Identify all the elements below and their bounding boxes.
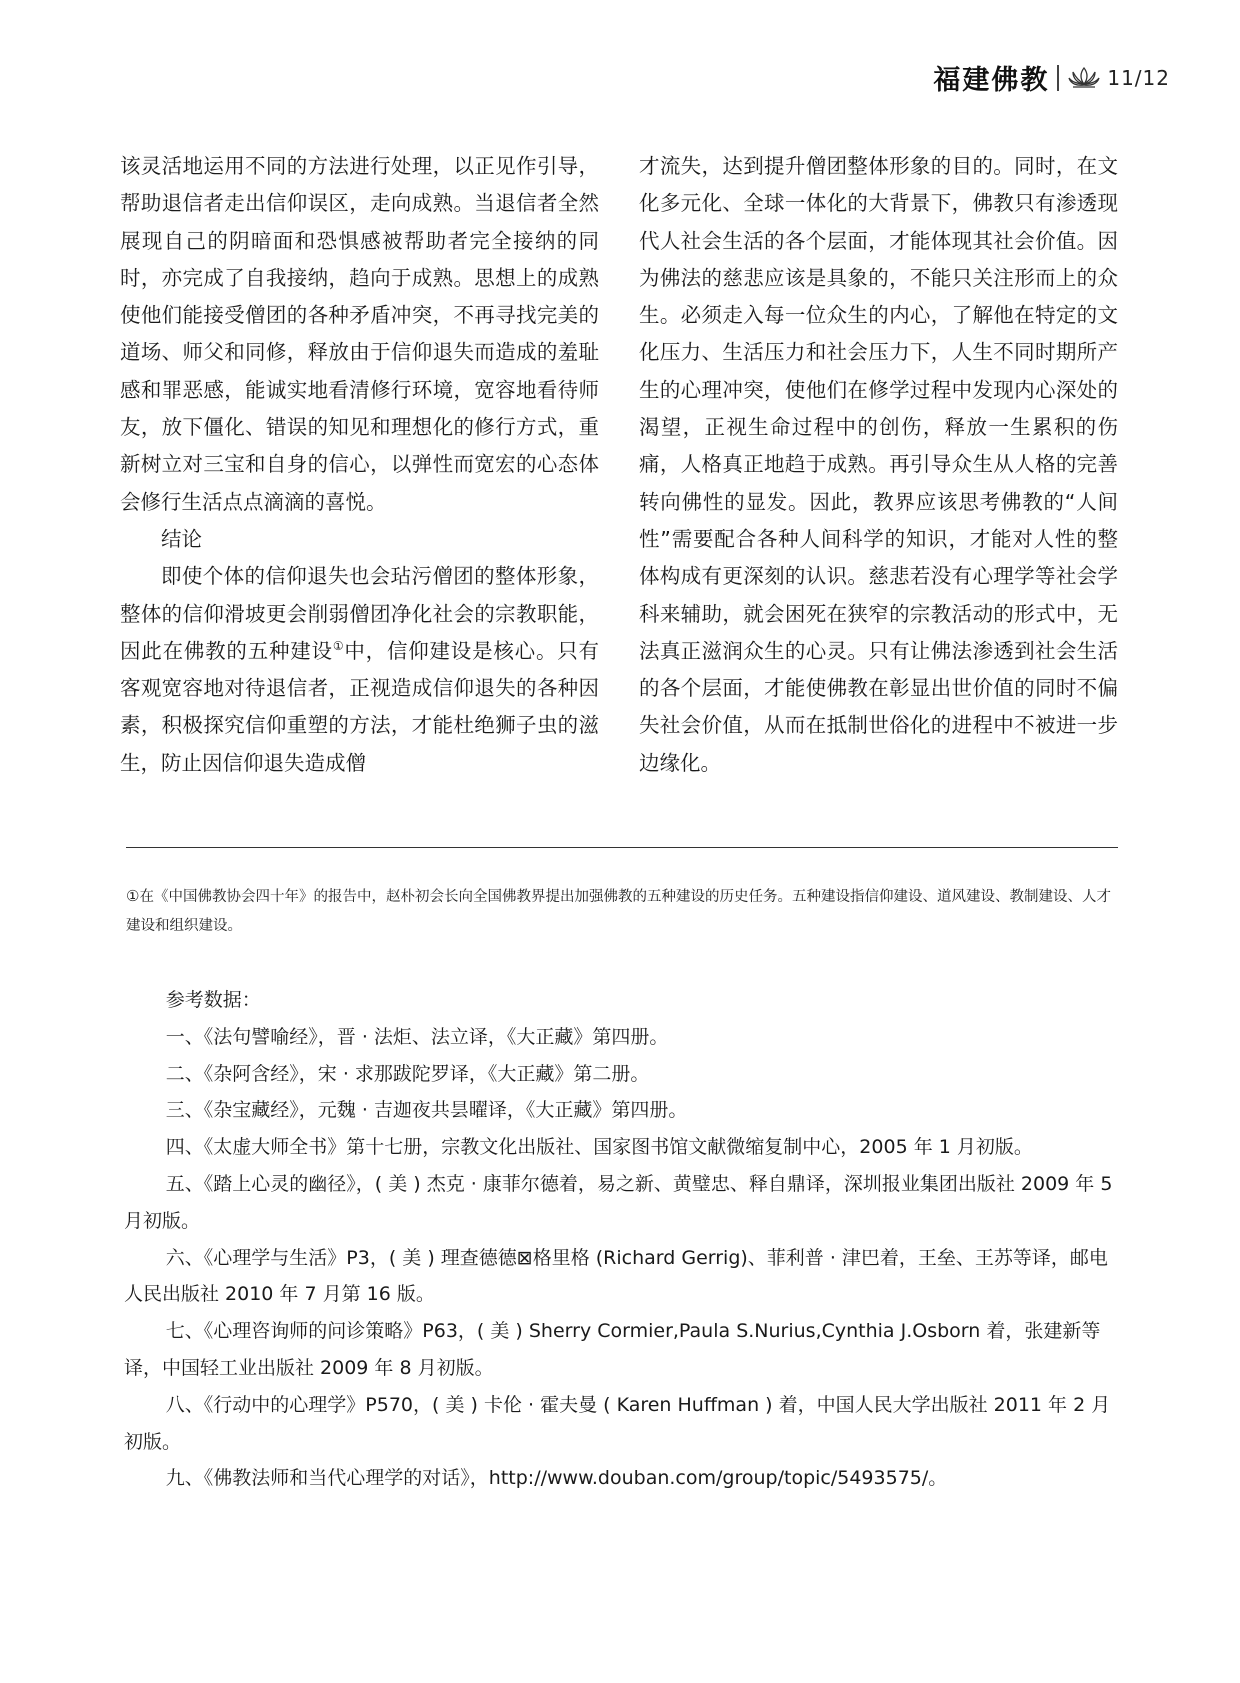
paragraph-text: 中，信仰建设是核心。只有客观宽容地对待退信者，正视造成信仰退失的各种因素，积极探究信仰重塑的方法，才能杜绝狮子虫的滋生，防止因信仰退失造成僧: [120, 638, 600, 775]
footnote-divider: [126, 847, 1118, 848]
paragraph: [120, 558, 599, 782]
reference-item: 三、《杂宝藏经》，元魏 · 吉迦夜共昙曜译，《大正藏》第四册。: [165, 1099, 688, 1122]
references-title: 参考数据：: [165, 989, 261, 1011]
lotus-icon: [1067, 65, 1101, 91]
header-divider: [1057, 65, 1059, 91]
page-number: 11/12: [1107, 65, 1170, 90]
reference-item: 四、《太虚大师全书》第十七册，宗教文化出版社、国家图书馆文献微缩复制中心，2005 年 1 月初版。: [165, 1136, 1033, 1159]
reference-item: 二、《杂阿含经》，宋 · 求那跋陀罗译，《大正藏》第二册。: [165, 1062, 650, 1085]
footnote: [126, 882, 1118, 941]
page-header: [933, 58, 1170, 97]
footnote-text: 在《中国佛教协会四十年》的报告中，赵朴初会长向全国佛教界提出加强佛教的五种建设的历史任务。五种建设指信仰建设、道风建设、教制建设、人才建设和组织建设。: [126, 889, 1111, 934]
paragraph: 才流失，达到提升僧团整体形象的目的。同时，在文化多元化、全球一体化的大背景下，佛教只有渗透现代人社会生活的各个层面，才能体现其社会价值。因为佛法的慈悲应该是具象的，不能只关注形而上的众生。必须走入每一位众生的内心，了解他在特定的文化压力、生活压力和社会压力下，人生不同时期所产生的心理冲突，使他们在修学过程中发现内心深处的渴望，正视生命过程中的创伤，释放一生累积的伤痛，人格真正地趋于成熟。再引导众生从人格的完善转向佛性的显发。因此，教界应该思考佛教的“人间性”需要配合各种人间科学的知识，才能对人性的整体构成有更深刻的认识。慈悲若没有心理学等社会学科来辅助，就会困死在狭窄的宗教活动的形式中，无法真正滋润众生的心灵。只有让佛法渗透到社会生活的各个层面，才能使佛教在彰显出世价值的同时不偏失社会价值，从而在抵制世俗化的进程中不被进一步边缘化。: [639, 154, 1118, 775]
reference-item: 八、《行动中的心理学》P570，( 美 ) 卡伦 · 霍夫曼 ( Karen Huffman ) 着，中国人民大学出版社 2011 年 2 月初版。: [124, 1393, 1111, 1453]
body-columns: [120, 148, 1118, 782]
reference-item: 一、《法句譬喻经》，晋 · 法炬、法立译，《大正藏》第四册。: [165, 1025, 669, 1048]
references: [124, 982, 1118, 1497]
paragraph-text: 即使个体的信仰退失也会玷污僧团的整体形象，整体的信仰滑坡更会削弱僧团净化社会的宗教职能，因此在佛教的五种建设: [120, 564, 599, 663]
reference-item: 五、《踏上心灵的幽径》，( 美 ) 杰克 · 康菲尔德着，易之新、黄璧忠、释自鼎译，深圳报业集团出版社 2009 年 5 月初版。: [124, 1172, 1113, 1232]
reference-item: 六、《心理学与生活》P3，( 美 ) 理查德德⊠格里格 (Richard Gerrig)、菲利普 · 津巴着，王垒、王苏等译，邮电人民出版社 2010 年 7 月第 16 版。: [124, 1246, 1108, 1306]
footnote-reference[interactable]: ①: [332, 638, 345, 653]
reference-item-link[interactable]: 九、《佛教法师和当代心理学的对话》，http://www.douban.com/group/topic/5493575/。: [165, 1467, 948, 1490]
section-heading: 结论: [161, 526, 202, 551]
paragraph: 该灵活地运用不同的方法进行处理，以正见作引导，帮助退信者走出信仰误区，走向成熟。当退信者全然展现自己的阴暗面和恐惧感被帮助者完全接纳的同时，亦完成了自我接纳，趋向于成熟。思想上的成熟使他们能接受僧团的各种矛盾冲突，不再寻找完美的道场、师父和同修，释放由于信仰退失而造成的羞耻感和罪恶感，能诚实地看清修行环境，宽容地看待师友，放下僵化、错误的知见和理想化的修行方式，重新树立对三宝和自身的信心，以弹性而宽宏的心态体会修行生活点点滴滴的喜悦。: [120, 154, 599, 514]
footnote-mark: ①: [126, 887, 140, 905]
magazine-title: 福建佛教: [933, 65, 1050, 96]
right-column: [639, 148, 1118, 782]
reference-item: 七、《心理咨询师的问诊策略》P63，( 美 ) Sherry Cormier,Paula S.Nurius,Cynthia J.Osborn 着，张建新等译，中国轻工业出版社 2009 年 8 月初版。: [124, 1320, 1101, 1379]
left-column: [120, 148, 599, 782]
